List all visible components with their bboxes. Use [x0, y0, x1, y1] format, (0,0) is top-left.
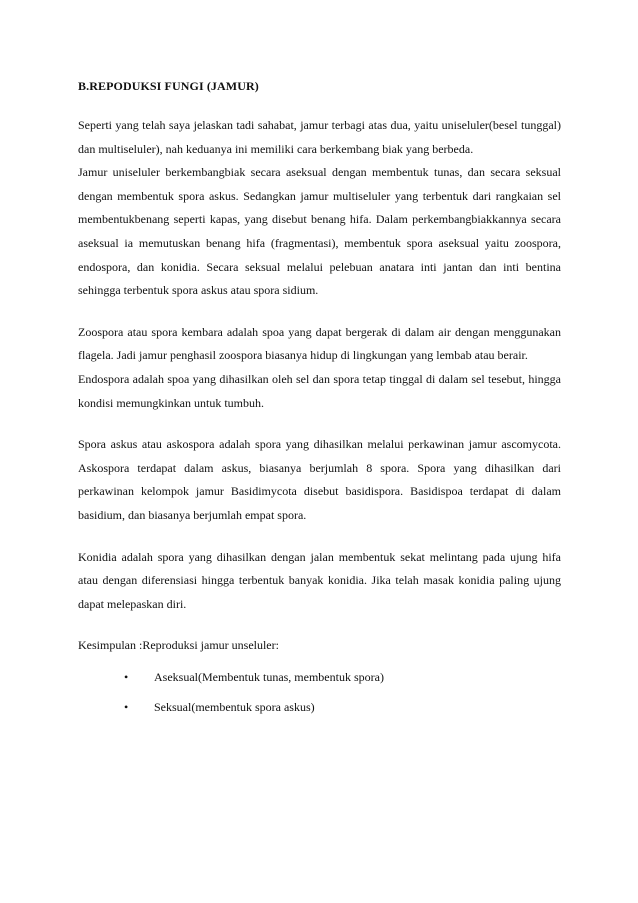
- paragraph-uniseluler: Jamur uniseluler berkembangbiak secara aseksual dengan membentuk tunas, dan secara seksual dengan membentuk spora askus. Sedangkan jamur multiseluler yang terbentuk dari rangkaian sel membentukbenang seperti kapas, yang disebut benang hifa. Dalam perkembangbiakkannya secara aseksual ia memutuskan benang hifa (fragmentasi), membentuk spora aseksual yaitu zoospora, endospora, dan konidia. Secara seksual melalui pelebuan anatara inti jantan dan inti bentina sehingga terbentuk spora askus atau spora sidium.: [78, 165, 561, 298]
- list-spacer: [78, 658, 561, 666]
- paragraph-zoospora: Zoospora atau spora kembara adalah spoa yang dapat bergerak di dalam air dengan menggunakan flagela. Jadi jamur penghasil zoospora biasanya hidup di lingkungan yang lembab atau berair.: [78, 324, 561, 363]
- document-body: [78, 78, 561, 726]
- paragraph-intro: Seperti yang telah saya jelaskan tadi sahabat, jamur terbagi atas dua, yaitu uniseluler(besel tunggal) dan multiseluler), nah keduanya ini memiliki cara berkembang biak yang berbeda.: [78, 118, 561, 156]
- bullet-icon: •: [124, 699, 129, 714]
- list-item: [78, 696, 561, 726]
- bullet-icon: •: [124, 669, 129, 684]
- paragraph-kesimpulan: Kesimpulan :Reproduksi jamur unseluler:: [78, 638, 279, 653]
- section-heading: B.REPODUKSI FUNGI (JAMUR): [78, 79, 259, 93]
- paragraph-spacer: [78, 616, 561, 634]
- list-item-text: Seksual(membentuk spora askus): [154, 699, 315, 714]
- list-item-text: Aseksual(Membentuk tunas, membentuk spora): [154, 669, 384, 684]
- paragraph-konidia: Konidia adalah spora yang dihasilkan dengan jalan membentuk sekat melintang pada ujung hifa atau dengan diferensiasi hingga terbentuk banyak konidia. Jika telah masak konidia paling ujung dapat melepaskan diri.: [78, 549, 561, 611]
- paragraph-spacer: [78, 528, 561, 546]
- paragraph-endospora: Endospora adalah spoa yang dihasilkan oleh sel dan spora tetap tinggal di dalam sel tesebut, hingga kondisi memungkinkan untuk tumbuh.: [78, 371, 561, 410]
- conclusion-list: [78, 666, 561, 726]
- paragraph-spacer: [78, 415, 561, 433]
- paragraph-spacer: [78, 303, 561, 321]
- list-item: [78, 666, 561, 696]
- paragraph-spora-askus: Spora askus atau askospora adalah spora yang dihasilkan melalui perkawinan jamur ascomycota. Askospora terdapat dalam askus, biasanya berjumlah 8 spora. Spora yang dihasilkan dari perkawinan kelompok jamur Basidimycota disebut basidispora. Basidispoa terdapat di dalam basidium, dan biasanya berjumlah empat spora.: [78, 437, 561, 522]
